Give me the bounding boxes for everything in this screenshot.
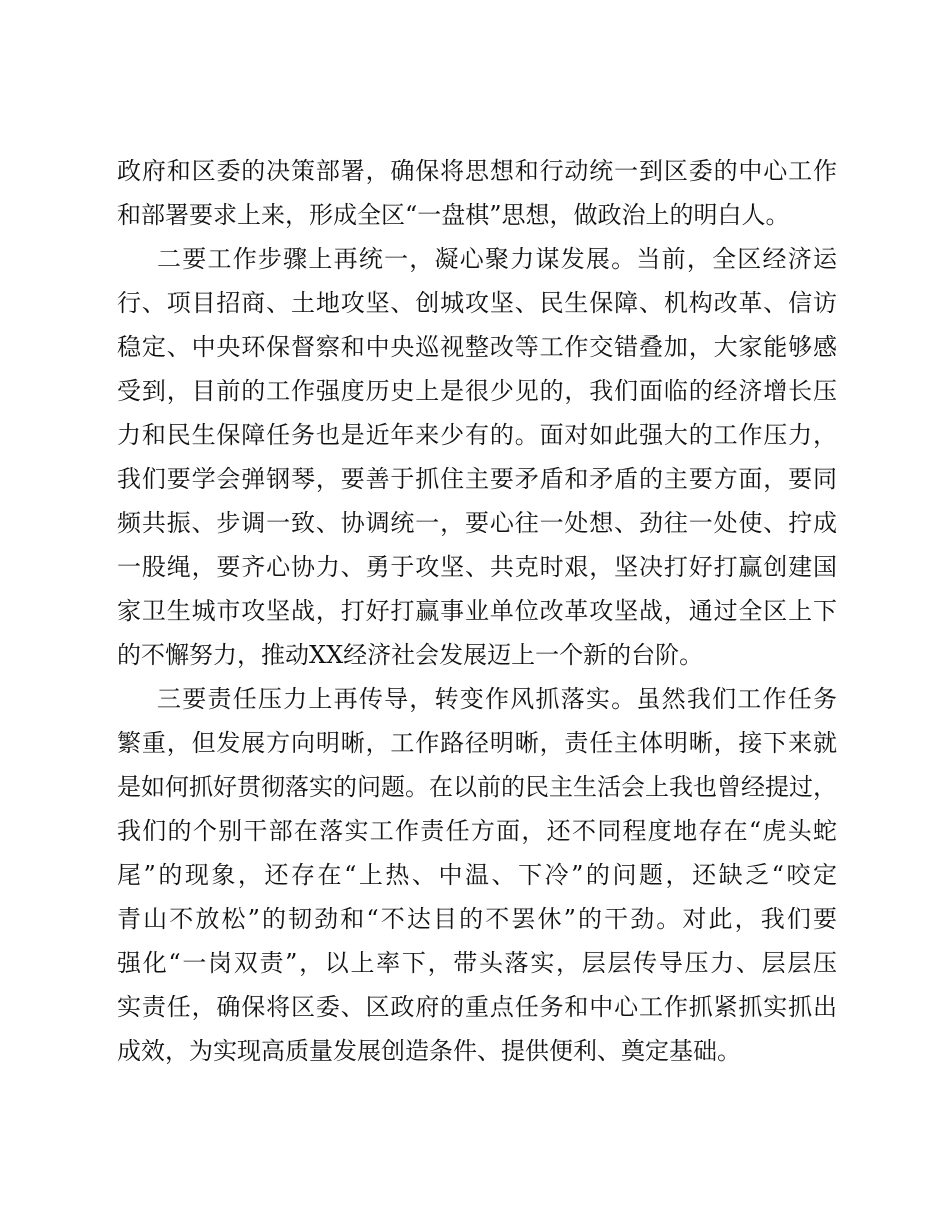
document-body	[117, 149, 837, 1073]
text-line: 我们的个别干部在落实工作责任方面，还不同程度地存在“虎头蛇	[117, 817, 837, 845]
paragraph-2	[117, 237, 837, 677]
text-line: 和部署要求上来，形成全区“一盘棋”思想，做政治上的明白人。	[117, 201, 790, 229]
paragraph-1	[117, 149, 837, 237]
text-line: 是如何抓好贯彻落实的问题。在以前的民主生活会上我也曾经提过，	[117, 773, 837, 801]
text-line: 频共振、步调一致、协调统一，要心往一处想、劲往一处使、拧成	[117, 509, 837, 537]
text-line: 成效，为实现高质量发展创造条件、提供便利、奠定基础。	[117, 1037, 741, 1065]
text-line: 青山不放松”的韧劲和“不达目的不罢休”的干劲。对此，我们要	[117, 905, 837, 933]
text-line: 繁重，但发展方向明晰，工作路径明晰，责任主体明晰，接下来就	[117, 729, 837, 757]
text-line: 我们要学会弹钢琴，要善于抓住主要矛盾和矛盾的主要方面，要同	[117, 465, 837, 493]
text-line: 三要责任压力上再传导，转变作风抓落实。虽然我们工作任务	[157, 685, 837, 713]
text-line: 稳定、中央环保督察和中央巡视整改等工作交错叠加，大家能够感	[117, 333, 837, 361]
paragraph-3	[117, 677, 837, 1073]
text-line: 二要工作步骤上再统一，凝心聚力谋发展。当前，全区经济运	[157, 245, 837, 273]
text-line: 强化“一岗双责”，以上率下，带头落实，层层传导压力、层层压	[117, 949, 837, 977]
text-line: 一股绳，要齐心协力、勇于攻坚、共克时艰，坚决打好打赢创建国	[117, 553, 837, 581]
text-line: 尾”的现象，还存在“上热、中温、下冷”的问题，还缺乏“咬定	[117, 861, 837, 889]
text-line: 力和民生保障任务也是近年来少有的。面对如此强大的工作压力，	[117, 421, 837, 449]
text-line: 家卫生城市攻坚战，打好打赢事业单位改革攻坚战，通过全区上下	[117, 597, 837, 625]
text-line: 实责任，确保将区委、区政府的重点任务和中心工作抓紧抓实抓出	[117, 993, 837, 1021]
text-line: 政府和区委的决策部署，确保将思想和行动统一到区委的中心工作	[117, 157, 837, 185]
text-line: 行、项目招商、土地攻坚、创城攻坚、民生保障、机构改革、信访	[117, 289, 837, 317]
text-line: 的不懈努力，推动XX经济社会发展迈上一个新的台阶。	[117, 641, 704, 669]
text-line: 受到，目前的工作强度历史上是很少见的，我们面临的经济增长压	[117, 377, 837, 405]
